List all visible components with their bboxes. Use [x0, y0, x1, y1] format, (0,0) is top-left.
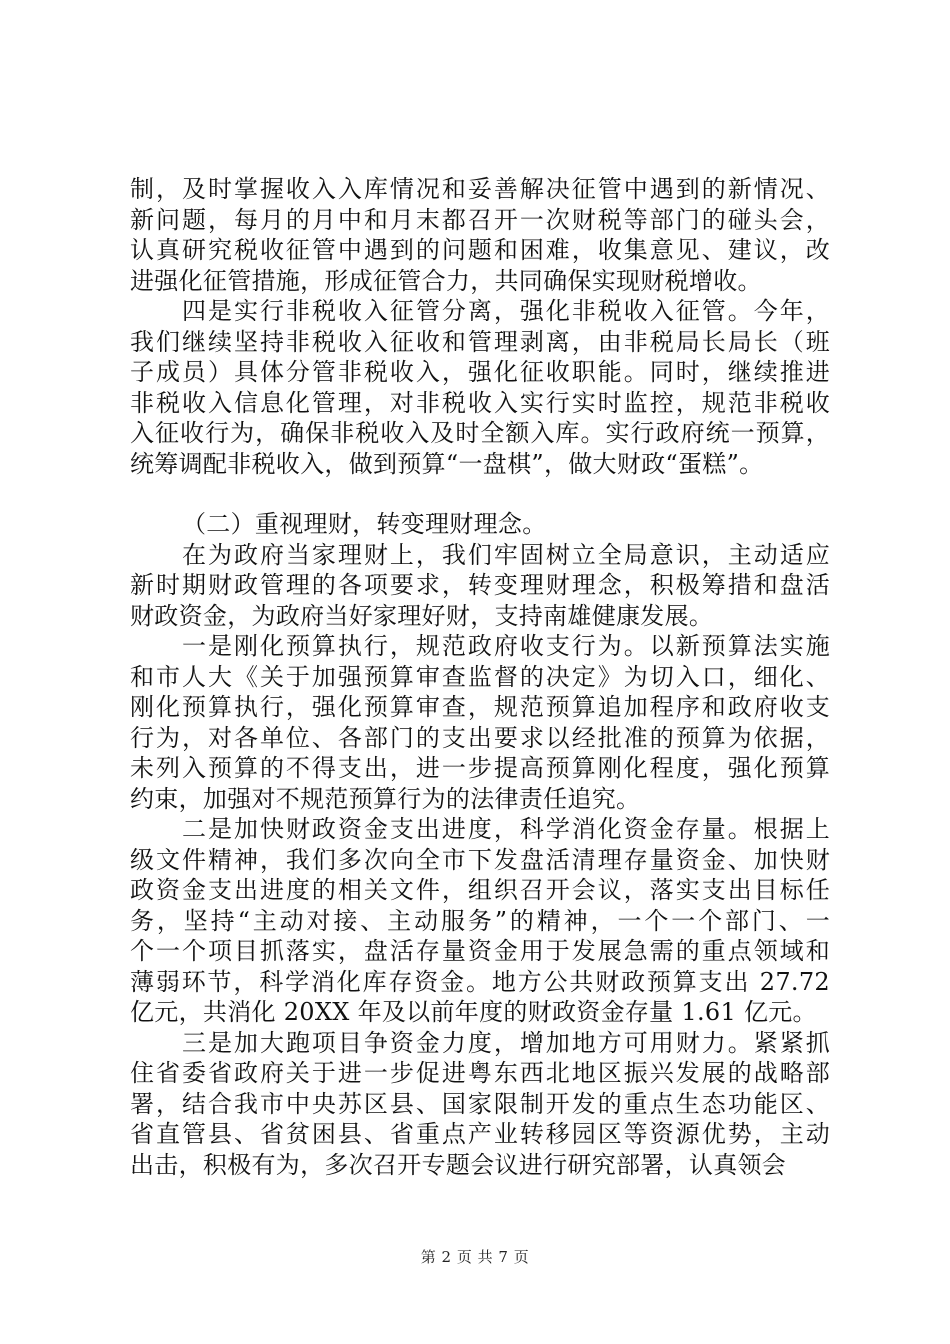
paragraph [130, 631, 830, 814]
text-line: 子成员）具体分管非税收入，强化征收职能。同时，继续推进 [130, 358, 830, 386]
text-line: 行为，对各单位、各部门的支出要求以经批准的预算为依据， [130, 723, 830, 752]
paragraph [130, 1028, 830, 1181]
text-line: 住省委省政府关于进一步促进粤东西北地区振兴发展的战略部 [130, 1059, 830, 1087]
paragraph [130, 540, 830, 632]
text-line: 务，坚持“主动对接、主动服务”的精神，一个一个部门、一 [130, 906, 830, 935]
text-line: 亿元，共消化 20XX 年及以前年度的财政资金存量 1.61 亿元。 [130, 998, 817, 1026]
text-line: 个一个项目抓落实，盘活存量资金用于发展急需的重点领域和 [130, 937, 830, 965]
text-line: 未列入预算的不得支出，进一步提高预算刚化程度，强化预算 [130, 754, 830, 782]
paragraph [130, 174, 830, 296]
text-line: 省直管县、省贫困县、省重点产业转移园区等资源优势，主动 [130, 1120, 830, 1148]
section-heading [130, 509, 830, 540]
text-line: 和市人大《关于加强预算审查监督的决定》为切入口，细化、 [130, 662, 830, 691]
text-line: 级文件精神，我们多次向全市下发盘活清理存量资金、加快财 [130, 845, 830, 874]
text-line: 在为政府当家理财上，我们牢固树立全局意识，主动适应 [182, 540, 830, 569]
text-line: 刚化预算执行，强化预算审查，规范预算追加程序和政府收支 [130, 693, 830, 721]
text-line: 四是实行非税收入征管分离，强化非税收入征管。今年， [182, 297, 830, 325]
text-line: 制，及时掌握收入入库情况和妥善解决征管中遇到的新情况、 [130, 175, 830, 203]
text-line: 约束，加强对不规范预算行为的法律责任追究。 [130, 784, 641, 813]
text-line: 新问题，每月的月中和月末都召开一次财税等部门的碰头会， [130, 205, 830, 234]
text-line: 出击，积极有为，多次召开专题会议进行研究部署，认真领会 [130, 1150, 787, 1179]
text-line: 署，结合我市中央苏区县、国家限制开发的重点生态功能区、 [130, 1089, 830, 1118]
text-line: 薄弱环节，科学消化库存资金。地方公共财政预算支出 27.72 [130, 967, 830, 996]
text-line: 三是加大跑项目争资金力度，增加地方可用财力。紧紧抓 [182, 1028, 830, 1057]
text-line: 非税收入信息化管理，对非税收入实行实时监控，规范非税收 [130, 388, 830, 417]
text-line: 政资金支出进度的相关文件，组织召开会议，落实支出目标任 [130, 876, 830, 904]
paragraph-gap [130, 479, 830, 509]
text-line: 统筹调配非税收入，做到预算“一盘棋”，做大财政“蛋糕”。 [130, 449, 764, 478]
text-line: 我们继续坚持非税收入征收和管理剥离，由非税局长局长（班 [130, 327, 830, 356]
paragraph [130, 296, 830, 479]
text-line: 一是刚化预算执行，规范政府收支行为。以新预算法实施 [182, 632, 830, 660]
document-body [130, 174, 830, 1180]
text-line: 认真研究税收征管中遇到的问题和困难，收集意见、建议，改 [130, 236, 830, 264]
text-line: 二是加快财政资金支出进度，科学消化资金存量。根据上 [182, 815, 830, 843]
text-line: 进强化征管措施，形成征管合力，共同确保实现财税增收。 [130, 266, 762, 295]
paragraph [130, 814, 830, 1028]
text-line: （二）重视理财，转变理财理念。 [182, 510, 547, 538]
page-footer: 第 2 页 共 7 页 [420, 1248, 530, 1266]
text-line: 新时期财政管理的各项要求，转变理财理念，积极筹措和盘活 [130, 571, 830, 599]
text-line: 财政资金，为政府当好家理好财，支持南雄健康发展。 [130, 601, 714, 630]
text-line: 入征收行为，确保非税收入及时全额入库。实行政府统一预算， [130, 419, 830, 447]
